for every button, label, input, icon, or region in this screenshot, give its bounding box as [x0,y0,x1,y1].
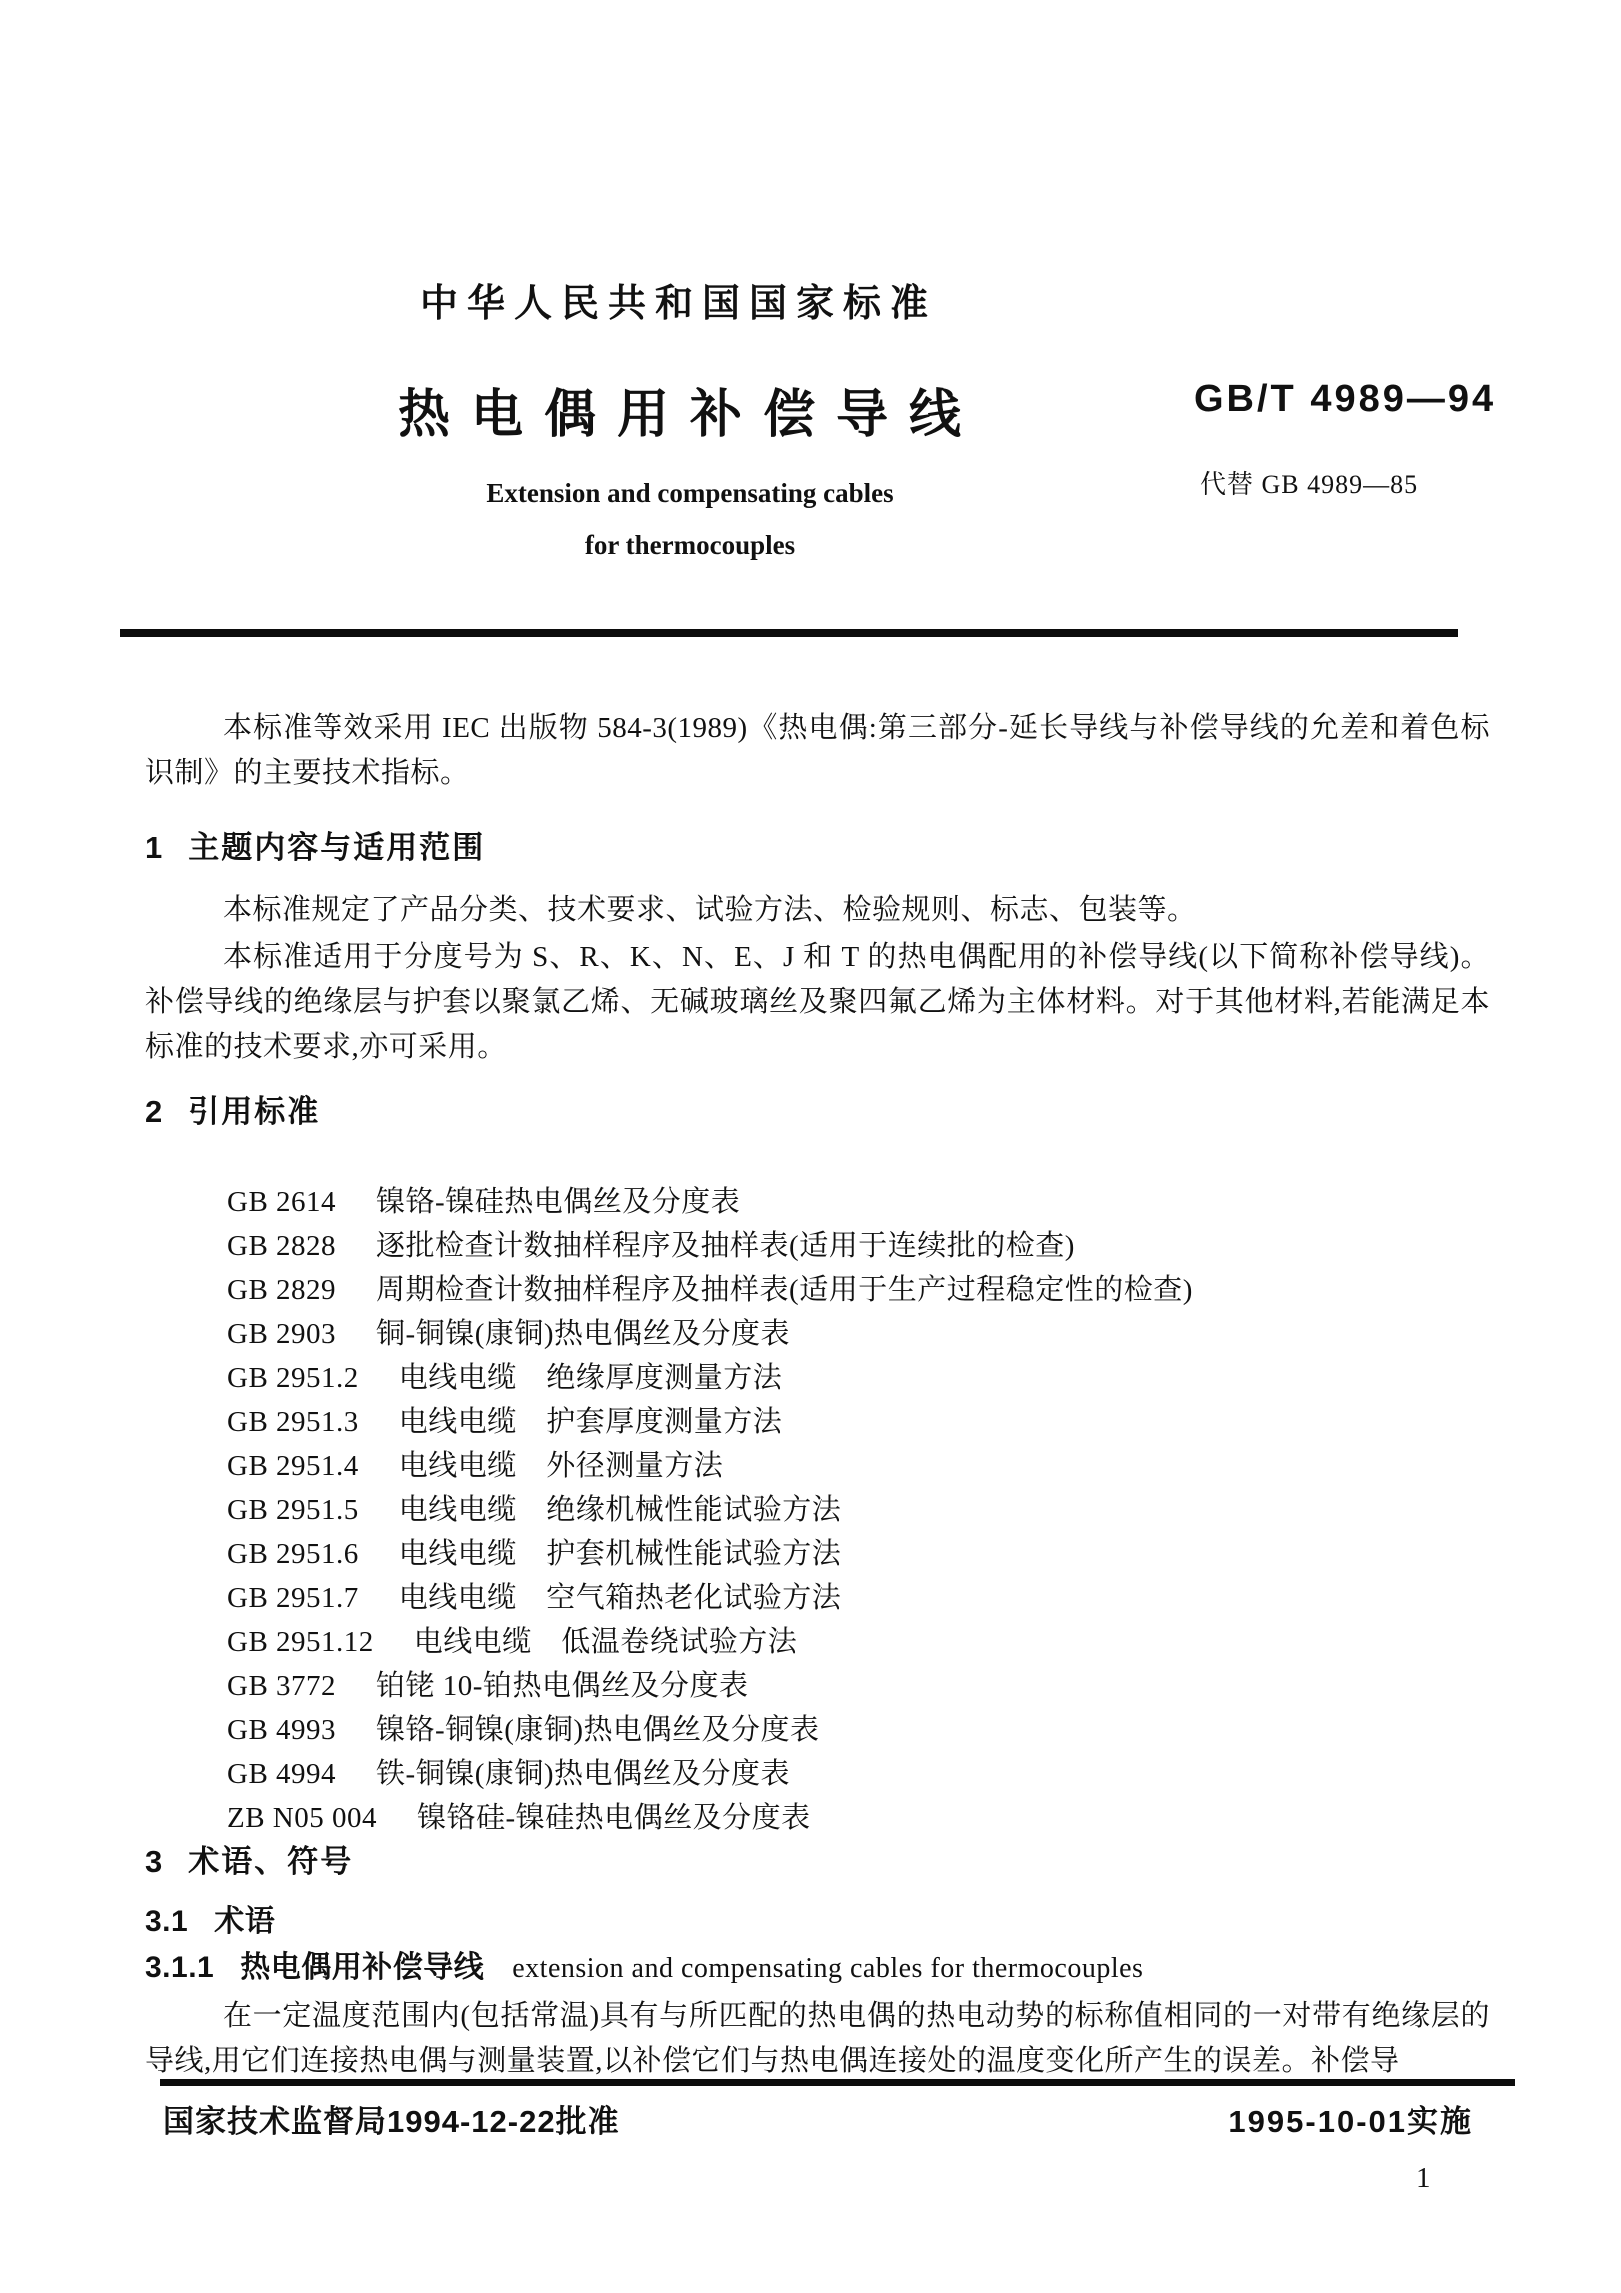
reference-code: GB 2951.4 [227,1450,359,1482]
reference-code: GB 2951.5 [227,1494,359,1526]
intro-paragraph: 本标准等效采用 IEC 出版物 584-3(1989)《热电偶:第三部分-延长导线与补偿导线的允差和着色标识制》的主要技术指标。 [145,712,1490,789]
reference-title: 电线电缆 低温卷绕试验方法 [413,1626,798,1658]
reference-list [145,1180,1490,1840]
document-title-en-line2: for thermocouples [584,530,796,560]
reference-code: GB 4993 [227,1714,337,1746]
section-3-1-1-number: 3.1.1 [145,1951,215,1984]
reference-title: 镍铬硅-镍硅热电偶丝及分度表 [417,1802,811,1834]
section-3-1-title: 术语 [214,1905,276,1938]
section-3-1-heading [145,1904,1490,1940]
reference-code: GB 2951.3 [227,1406,359,1438]
national-standard-label: 中华人民共和国国家标准 [420,283,938,325]
document-title-en-line1: Extension and compensating cables [486,478,894,508]
reference-title: 电线电缆 护套厚度测量方法 [398,1406,783,1438]
reference-item [227,1180,1490,1224]
reference-code: GB 2903 [227,1318,337,1350]
reference-code: GB 2951.7 [227,1582,359,1614]
reference-item [227,1796,1490,1840]
section-1-heading [145,830,1490,866]
reference-item [227,1488,1490,1532]
reference-item [227,1312,1490,1356]
section-2-title: 引用标准 [188,1094,321,1129]
reference-item [227,1708,1490,1752]
reference-title: 镍铬-铜镍(康铜)热电偶丝及分度表 [376,1714,820,1746]
section-3-title: 术语、符号 [188,1844,354,1879]
reference-title: 电线电缆 空气箱热老化试验方法 [398,1582,842,1614]
section-1-number: 1 [145,830,165,865]
section-2-number: 2 [145,1094,165,1129]
reference-item [227,1664,1490,1708]
section-3-1-1-term-en: extension and compensating cables for thermocouples [512,1953,1144,1984]
reference-title: 铂铑 10-铂热电偶丝及分度表 [376,1670,749,1702]
page-number: 1 [1416,2162,1431,2194]
section-3-1-number: 3.1 [145,1905,189,1938]
reference-item [227,1268,1490,1312]
reference-code: GB 2828 [227,1230,337,1262]
reference-title: 镍铬-镍硅热电偶丝及分度表 [376,1186,741,1218]
reference-code: GB 2614 [227,1186,337,1218]
reference-item [227,1620,1490,1664]
footer-rule [160,2079,1515,2086]
standard-number: GB/T 4989—94 [1194,378,1497,420]
reference-code: GB 3772 [227,1670,337,1702]
reference-item [227,1400,1490,1444]
reference-title: 电线电缆 绝缘厚度测量方法 [398,1362,783,1394]
reference-code: ZB N05 004 [227,1802,377,1834]
reference-item [227,1444,1490,1488]
reference-item [227,1356,1490,1400]
reference-title: 逐批检查计数抽样程序及抽样表(适用于连续批的检查) [376,1230,1075,1262]
section-3-1-1-definition: 在一定温度范围内(包括常温)具有与所匹配的热电偶的热电动势的标称值相同的一对带有绝缘层的导线,用它们连接热电偶与测量装置,以补偿它们与热电偶连接处的温度变化所产生的误差。补偿导 [145,2000,1490,2077]
section-3-1-1-heading [145,1950,1490,1987]
section-1-paragraph-2: 本标准适用于分度号为 S、R、K、N、E、J 和 T 的热电偶配用的补偿导线(以下简称补偿导线)。补偿导线的绝缘层与护套以聚氯乙烯、无碱玻璃丝及聚四氟乙烯为主体材料。对于其他材料,若能满足本标准的技术要求,亦可采用。 [145,941,1490,1063]
reference-code: GB 2951.12 [227,1626,374,1658]
reference-title: 铁-铜镍(康铜)热电偶丝及分度表 [376,1758,791,1790]
reference-code: GB 2951.6 [227,1538,359,1570]
reference-title: 电线电缆 护套机械性能试验方法 [398,1538,842,1570]
section-1-title: 主题内容与适用范围 [188,830,486,865]
document-title-zh: 热电偶用补偿导线 [398,386,983,444]
section-1-paragraph-1: 本标准规定了产品分类、技术要求、试验方法、检验规则、标志、包装等。 [223,894,1197,926]
header-rule [120,629,1458,637]
section-3-number: 3 [145,1844,165,1879]
superseded-standard: 代替 GB 4989—85 [1200,470,1419,499]
reference-title: 电线电缆 外径测量方法 [398,1450,724,1482]
reference-item [227,1752,1490,1796]
reference-title: 周期检查计数抽样程序及抽样表(适用于生产过程稳定性的检查) [376,1274,1193,1306]
reference-code: GB 4994 [227,1758,337,1790]
reference-code: GB 2829 [227,1274,337,1306]
section-3-1-1-term-zh: 热电偶用补偿导线 [240,1951,485,1984]
reference-code: GB 2951.2 [227,1362,359,1394]
reference-item [227,1224,1490,1268]
section-2-heading [145,1094,1490,1130]
section-3-heading [145,1844,1490,1880]
reference-title: 铜-铜镍(康铜)热电偶丝及分度表 [376,1318,791,1350]
implementation-date: 1995-10-01实施 [1228,2104,1473,2139]
reference-item [227,1576,1490,1620]
reference-item [227,1532,1490,1576]
approval-authority-date: 国家技术监督局1994-12-22批准 [163,2104,620,2139]
reference-title: 电线电缆 绝缘机械性能试验方法 [398,1494,842,1526]
